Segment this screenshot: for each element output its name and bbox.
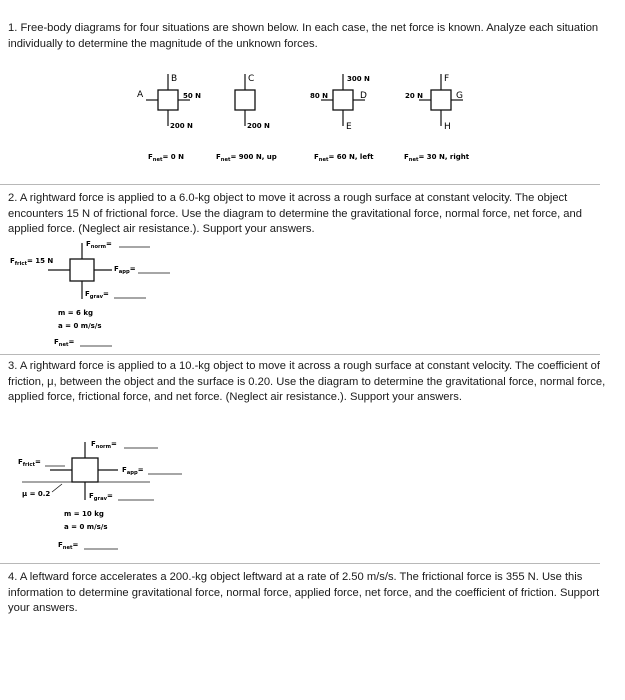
q3-norm-label: $F_{norm}=$ bbox=[91, 440, 117, 450]
fbd2-down-label: 200 N bbox=[247, 122, 270, 130]
fbd1-right-label: 50 N bbox=[183, 92, 202, 100]
divider bbox=[0, 563, 600, 564]
fbd1-down-label: 200 N bbox=[170, 122, 193, 130]
q2-accel: a = 0 m/s/s bbox=[58, 322, 102, 330]
fbd3-right-label: D bbox=[360, 91, 367, 101]
q2-norm-label: $F_{norm}=$ bbox=[86, 240, 112, 250]
q3-mu: μ = 0.2 bbox=[22, 490, 51, 498]
fbd-diagram-1 bbox=[137, 74, 201, 163]
fbd4-left-label: 20 N bbox=[405, 92, 424, 100]
fbd-diagram-2 bbox=[216, 74, 277, 163]
q3-free-body-diagram bbox=[0, 434, 625, 554]
question-2-text: 2. A rightward force is applied to a 6.0-kg object to move it across a rough surface at constant velocity. The object encounters 15 N of frictional force. Use the diagram to determine the gravitational force, normal force, net force, and applied force. (Neglect air resistance.). Support your answers. bbox=[8, 192, 582, 235]
question-3-text: 3. A rightward force is applied to a 10.-kg object to move it across a rough surface at constant velocity. The coefficient of friction, μ, between the object and the surface is 0.20. Use the diagram to determine the gravitational force, normal force, applied force, frictional force, and net force. (Neglect air resistance.). Support your answers. bbox=[8, 360, 606, 403]
q2-frict-label: $F_{frict}= 15$ N bbox=[10, 257, 54, 267]
question-4-text: 4. A leftward force accelerates a 200.-kg object leftward at a rate of 2.50 m/s/s. The frictional force is 355 N. Use this information to determine gravitational force, normal force, applied force, net force, and the coefficient of friction. Support your answers. bbox=[8, 571, 600, 614]
q2-mass: m = 6 kg bbox=[58, 309, 94, 317]
fbd1-up-label: B bbox=[171, 74, 178, 84]
fbd2-up-label: C bbox=[248, 74, 255, 84]
fbd1-left-label: A bbox=[137, 90, 144, 100]
q2-free-body-diagram bbox=[0, 237, 625, 352]
fbd-diagram-4 bbox=[404, 74, 470, 163]
fbd3-down-label: E bbox=[346, 122, 352, 132]
divider bbox=[0, 184, 600, 185]
q3-frict-label: $F_{frict}=$ bbox=[18, 458, 41, 468]
q1-free-body-diagrams bbox=[0, 62, 625, 182]
q3-grav-label: $F_{grav}=$ bbox=[89, 492, 113, 502]
divider bbox=[0, 354, 600, 355]
q2-grav-label: $F_{grav}=$ bbox=[85, 290, 109, 300]
fbd3-left-label: 80 N bbox=[310, 92, 329, 100]
fbd3-up-label: 300 N bbox=[347, 75, 370, 83]
question-1-text: 1. Free-body diagrams for four situations are shown below. In each case, the net force is known. Analyze each situation individually to determine the magnitude of the unknown forces. bbox=[8, 22, 599, 50]
q3-app-label: $F_{app}=$ bbox=[122, 466, 144, 476]
q2-fnet-label: $F_{net}=$ bbox=[54, 338, 75, 348]
fbd3-fnet: $F_{net}= 60$ N, left bbox=[314, 153, 374, 163]
fbd1-fnet: $F_{net}= 0$ N bbox=[148, 153, 184, 163]
fbd4-down-label: H bbox=[444, 122, 451, 132]
fbd4-right-label: G bbox=[456, 91, 463, 101]
q3-mass: m = 10 kg bbox=[64, 510, 104, 518]
q3-fnet-label: $F_{net}=$ bbox=[58, 541, 79, 551]
fbd-diagram-3 bbox=[310, 74, 374, 163]
fbd2-fnet: $F_{net}= 900$ N, up bbox=[216, 153, 277, 163]
q2-app-label: $F_{app}=$ bbox=[114, 265, 136, 275]
q3-accel: a = 0 m/s/s bbox=[64, 523, 108, 531]
fbd4-fnet: $F_{net}= 30$ N, right bbox=[404, 153, 470, 163]
fbd4-up-label: F bbox=[444, 74, 450, 84]
q3-mu-pointer bbox=[52, 484, 62, 492]
